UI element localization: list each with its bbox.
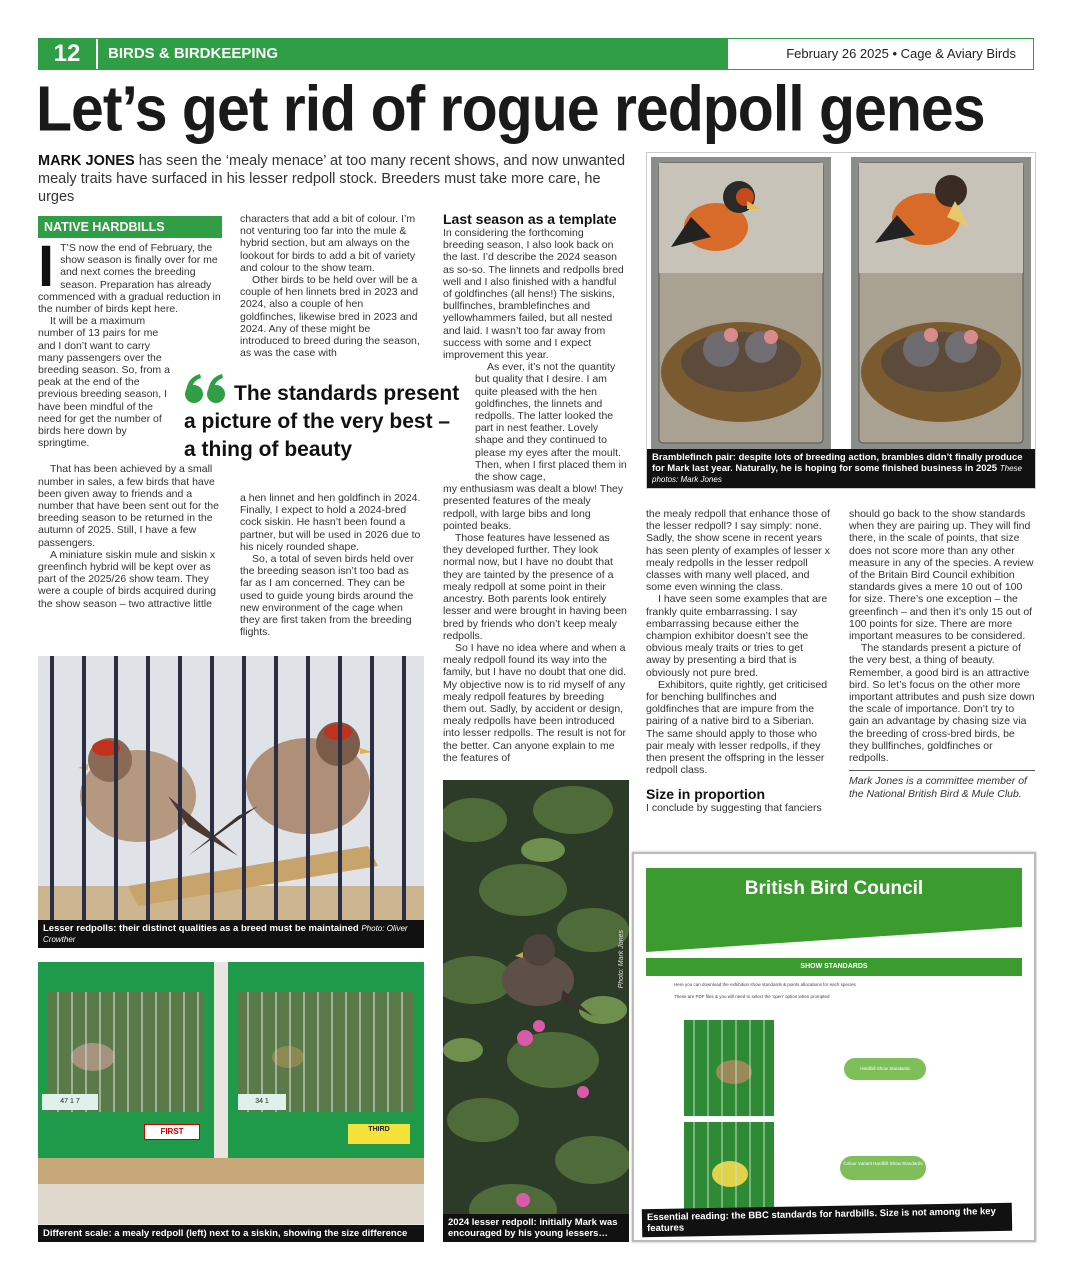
- body-paragraph: That has been achieved by a small number in sales, a few birds that have been given away to friends and a number that have been sent out for the breeding season to be returned in the autumn of 2025. Still, I have a few passengers.: [38, 463, 219, 549]
- bbc-standards-screenshot: [632, 852, 1036, 1242]
- dateline: February 26 2025 • Cage & Aviary Birds: [786, 46, 1016, 61]
- body-paragraph: a hen linnet and hen goldfinch in 2024. Finally, I expect to hold a 2024-bred cock siskin. He hasn’t been found a partner, but will be used in 2026 due to his nicely rounded shape.: [240, 492, 421, 553]
- category-tag: NATIVE HARDBILLS: [38, 216, 222, 238]
- body-paragraph: T’S now the end of February, the show season is finally over for me and next comes the breeding season. Preparation has already commenced with a gradual reduction in the number of birds kept here.: [38, 242, 221, 316]
- body-paragraph: Exhibitors, quite rightly, get criticised for benching bullfinches and goldfinches that are impure from the pairing of a native bird to a Siberian. The same should apply to those who pair mealy with lesser redpolls, if they then present the offspring in the lesser redpoll class.: [646, 678, 828, 777]
- young-redpoll-image: [443, 780, 629, 1242]
- body-paragraph: Those features have lessened as they developed further. They look normal now, but I have no doubt that they are tainted by the presence of a mealy redpoll at some point in their ancestry. Both parents look entirely lesser and were brought in having been bred by friends who don’t keep mealy redpolls.: [443, 532, 627, 642]
- entry-card-2: 34 1: [238, 1094, 286, 1110]
- subheading: Size in proportion: [646, 786, 765, 803]
- standfirst: [38, 152, 638, 206]
- photo-caption: Essential reading: the BBC standards for hardbills. Size is not among the key features: [642, 1203, 1012, 1237]
- body-paragraph: The standards present a picture of the very best, a thing of beauty. Remember, a good bird is an attractive bird. So let’s focus on the other more important attributes and push size down the scale of importance. Don’t try to gain an advantage by chasing size via the breeding of cross-bred birds, be they bullfinches, goldfinches or redpolls.: [849, 642, 1035, 765]
- body-paragraph: It will be a maximum number of 13 pairs for me and I don’t want to carry many passengers over the breeding season. So, from a peak at the end of the previous breeding season, I have been mindful of the need for get the number of birds here down by springtime.: [38, 315, 170, 450]
- photo-caption: [647, 449, 1035, 488]
- photo-credit: These photos: Mark Jones: [652, 464, 1022, 484]
- bramblefinch-photo-panel: [646, 152, 1036, 489]
- body-paragraph: In considering the forthcoming breeding season, I also look back on the last. I’d describe the 2024 season as so-so. The linnets and redpolls bred well and I also finished with a handful of goldfinches (all hens!) The siskins, bullfinches, bramblefinches and yellowhammers failed, but all nested and laid. I wasn’t too far away from success with some and I expect improvement this year.: [443, 227, 624, 362]
- bramblefinch-photo-left: [651, 157, 831, 449]
- bbc-line-2: These are PDF files & you will need to select the 'open' option when prompted: [674, 994, 830, 999]
- caption-text: Lesser redpolls: their distinct qualities as a breed must be maintained: [43, 923, 359, 934]
- column-4: [646, 508, 830, 815]
- body-paragraph: my enthusiasm was dealt a blow! They presented features of the mealy redpoll, with large bibs and long pointed beaks.: [443, 483, 624, 532]
- bramblefinch-photo-right: [851, 157, 1031, 449]
- photo-credit: Photo: Mark Jones: [618, 930, 625, 989]
- standfirst-text: has seen the ‘mealy menace’ at too many recent shows, and now unwanted mealy traits have surfaced in his lesser redpoll stock. Breeders must take more care, he urges: [38, 153, 626, 205]
- photo-caption: Different scale: a mealy redpoll (left) next to a siskin, showing the size difference: [38, 1225, 424, 1242]
- pull-quote: [184, 372, 466, 464]
- photo-caption: [38, 920, 424, 948]
- bbc-hardbill-thumbnail: [684, 1020, 774, 1116]
- entry-card-1: 47 1 7: [42, 1094, 98, 1110]
- column-3: [443, 211, 627, 764]
- photo-credit: Photo: Oliver Crowther: [43, 924, 408, 944]
- body-paragraph: As ever, it’s not the quantity but quality that I desire. I am quite pleased with the hen goldfinches, the linnets and redpolls. The latter looked the part in nest feather. Lovely shape and they continued to please my eyes after the moult. Then, when I first placed them in the show cage,: [475, 361, 627, 484]
- show-cages-photo: [38, 962, 424, 1242]
- first-prize-label: FIRST: [144, 1124, 200, 1140]
- body-paragraph: I conclude by suggesting that fanciers: [646, 802, 822, 815]
- third-prize-label: THIRD: [348, 1124, 410, 1144]
- lesser-redpoll-photo: [38, 656, 424, 948]
- young-redpoll-photo: [443, 780, 629, 1242]
- bbc-line-1: Here you can download the exhibition show standards & points allocations for each species: [674, 982, 856, 987]
- hardbill-standards-button[interactable]: Hardbill Show Standards: [844, 1058, 926, 1080]
- photo-caption: 2024 lesser redpoll: initially Mark was encouraged by his young lessers…: [443, 1214, 629, 1242]
- body-paragraph: So I have no idea where and when a mealy redpoll found its way into the family, but I have no doubt that one did. My objective now is to rid myself of any mealy redpoll features by breeding them out. Sadly, by accident or design, mealy redpolls have been introduced into lesser redpolls. The result is not for the better. Can anyone explain to me the features of: [443, 641, 627, 764]
- page-number: 12: [38, 38, 96, 70]
- quote-mark-icon: [184, 372, 228, 404]
- bbc-title: British Bird Council: [744, 878, 924, 899]
- bbc-colour-variant-thumbnail: [684, 1122, 774, 1218]
- bbc-show-standards-bar: SHOW STANDARDS: [646, 958, 1022, 976]
- caption-text: Bramblefinch pair: despite lots of breeding action, brambles didn’t finally produce for Mark last year. Naturally, he is hoping for some finished business in 2025: [652, 452, 1023, 474]
- column-2: [240, 213, 421, 359]
- headline: Let’s get rid of rogue redpoll genes: [36, 73, 985, 145]
- author-name: MARK JONES: [38, 153, 135, 169]
- subheading: Last season as a template: [443, 211, 617, 227]
- body-paragraph: characters that add a bit of colour. I’m not venturing too far into the mule & hybrid section, but am always on the lookout for birds to add a bit of variety and colour to the show team.: [240, 213, 416, 274]
- body-paragraph: So, a total of seven birds held over the breeding season isn’t too bad as far as I am concerned. They can be used to guide young birds around the new environment of the cage when they are first taken from the breeding flights.: [240, 553, 414, 639]
- colour-variant-standards-button[interactable]: Colour Variant Hardbill Show Standards: [840, 1156, 926, 1180]
- column-2-continued: [240, 492, 421, 638]
- column-5: [849, 508, 1035, 800]
- body-paragraph: A miniature siskin mule and siskin x greenfinch hybrid will be kept over as part of the 2025/26 show team. They were a couple of birds acquired during the show season – two attractive little: [38, 548, 217, 610]
- pull-quote-text: The standards present a picture of the very best – a thing of beauty: [184, 382, 460, 461]
- section-label: BIRDS & BIRDKEEPING: [98, 38, 728, 70]
- drop-cap: I: [38, 242, 55, 299]
- lesser-redpoll-image: [38, 656, 424, 948]
- body-paragraph: I have seen some examples that are frankly quite embarrassing. I say embarrassing because either the champion exhibitor doesn’t see the obvious mealy traits or tries to get away by presenting a bird that is obviously not pure bred.: [646, 593, 828, 679]
- body-paragraph: should go back to the show standards when they are pairing up. They will find there, in the scale of points, that size does not score more than any other measure in any of the species. A review of the Britain Bird Council exhibition standards gives a mere 10 out of 100 for size. There’s one exception – the greenfinch – and then it’s only 15 out of 100 points for size. There are more important measures to be considered.: [849, 508, 1034, 643]
- body-paragraph: Other birds to be held over will be a couple of hen linnets bred in 2023 and 2024, also a couple of hen goldfinches, likewise bred in 2023 and 2024. Any of these might be introduced to breed during the season, as was the case with: [240, 274, 420, 360]
- body-paragraph: the mealy redpoll that enhance those of the lesser redpoll? I say simply: none. Sadly, the show scene in recent years has seen plenty of examples of lesser x mealy redpolls in the lesser redpoll classes with many well placed, and some even winning the class.: [646, 508, 830, 594]
- author-bio: Mark Jones is a committee member of the National British Bird & Mule Club.: [849, 775, 1027, 800]
